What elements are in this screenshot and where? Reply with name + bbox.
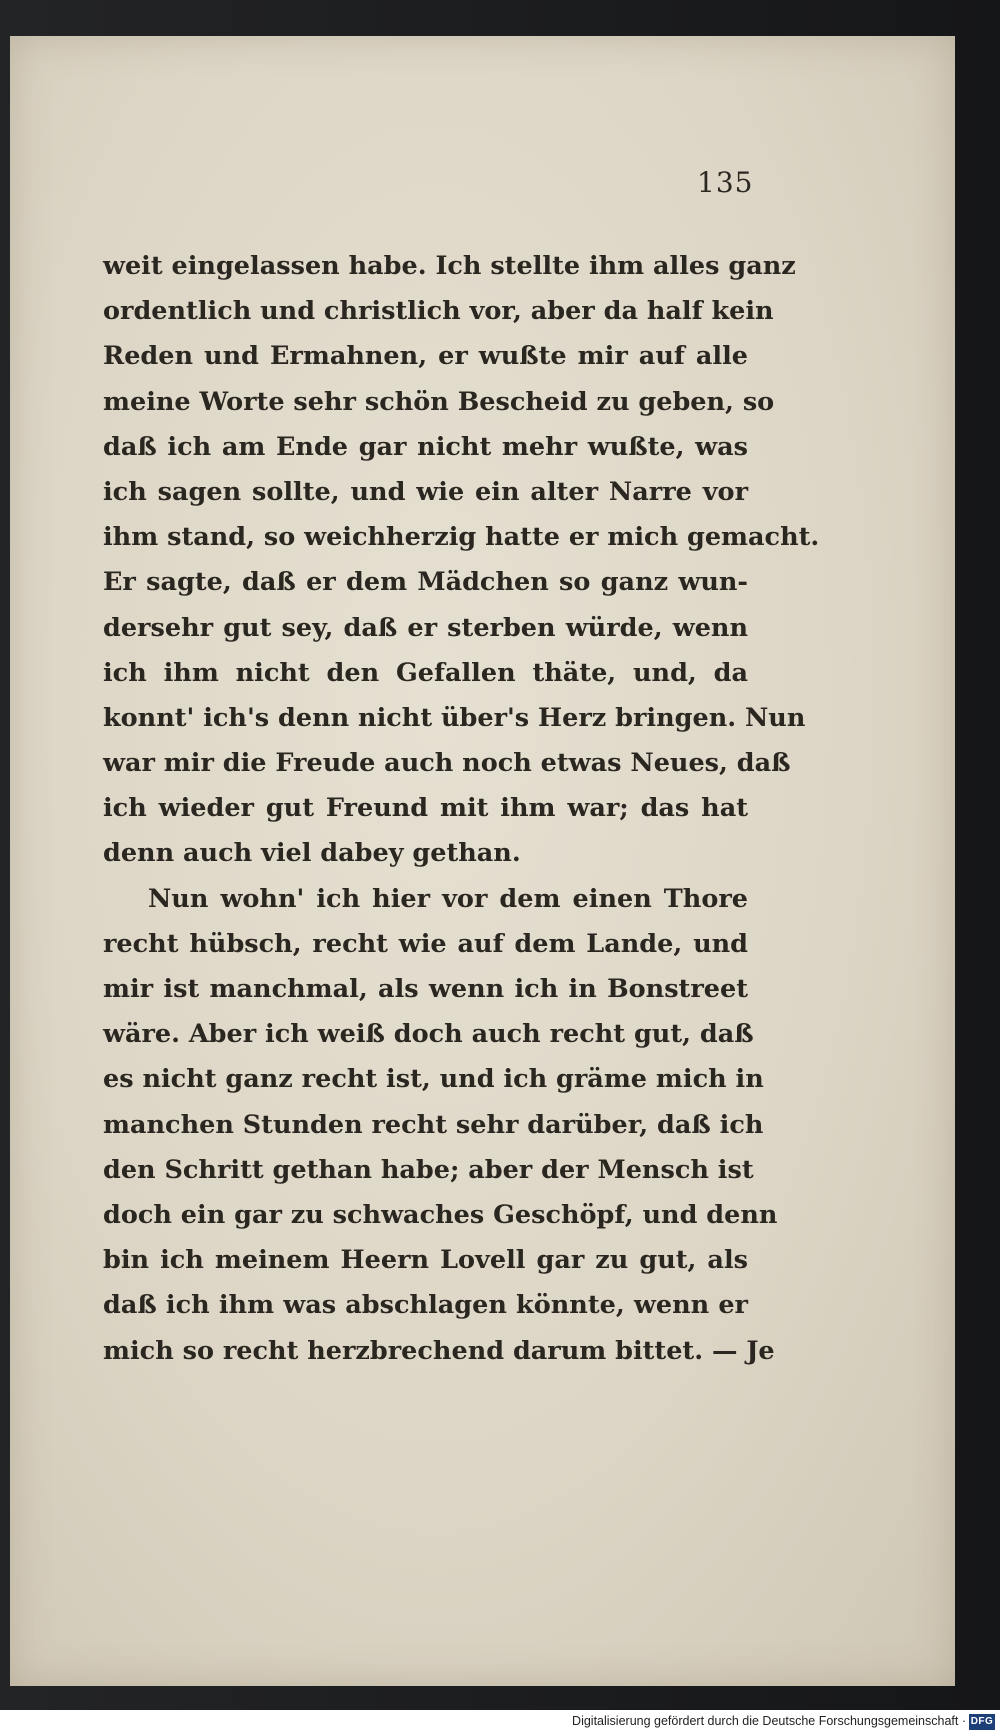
text-line: daß ich ihm was abschlagen könnte, wenn er <box>103 1290 748 1321</box>
text-line: ihm stand, so weichherzig hatte er mich gemacht. <box>103 522 820 553</box>
text-line: derseh​r gut sey, daß er sterben würde, wenn <box>103 612 748 643</box>
footer-bar <box>0 1710 1000 1735</box>
paragraph-end-line: denn auch viel dabey gethan. <box>103 838 521 869</box>
text-line: den Schritt gethan habe; aber der Mensch ist <box>103 1154 754 1185</box>
text-line: ich wieder gut Freund mit ihm war; das hat <box>103 793 748 824</box>
text-line: mir ist manchmal, als wenn ich in Bonstreet <box>103 974 748 1004</box>
text-line: wäre. Aber ich weiß doch auch recht gut, daß <box>103 1019 754 1050</box>
text-line: bin ich meinem Heern Lovell gar zu gut, als <box>103 1245 748 1276</box>
text-line: war mir die Freude auch noch etwas Neues, daß <box>103 748 791 779</box>
text-line: doch ein gar zu schwaches Geschöpf, und denn <box>103 1199 778 1230</box>
text-line: recht hübsch, recht wie auf dem Lande, und <box>103 928 748 959</box>
text-line: Reden und Ermahnen, er wußte mir auf alle <box>103 341 748 372</box>
text-line: meine Worte sehr schön Bescheid zu geben, so <box>103 386 775 417</box>
text-line: ich sagen sollte, und wie ein alter Narre vor <box>103 476 748 507</box>
page-text <box>103 244 820 1374</box>
text-line: ich ihm nicht den Gefallen thäte, und, da <box>103 657 748 688</box>
funding-credit: Digitalisierung gefördert durch die Deutsche Forschungsgemeinschaft · <box>572 1714 966 1728</box>
text-line: daß ich am Ende gar nicht mehr wußte, was <box>103 431 748 462</box>
page-number: 135 <box>697 166 754 199</box>
text-line: manchen Stunden recht sehr darüber, daß ich <box>103 1109 764 1140</box>
text-line: weit eingelassen habe. Ich stellte ihm alles ganz <box>103 251 796 281</box>
text-line: es nicht ganz recht ist, und ich gräme mich in <box>103 1064 764 1095</box>
dfg-logo: DFG <box>969 1714 995 1730</box>
paragraph-start-line: Nun wohn' ich hier vor dem einen Thore <box>148 883 748 914</box>
text-line: ordentlich und christlich vor, aber da half kein <box>103 296 774 327</box>
text-line: konnt' ich's denn nicht über's Herz bringen. Nun <box>103 702 806 733</box>
text-line: Er sagte, daß er dem Mädchen so ganz wun- <box>103 567 748 598</box>
text-line: mich so recht herzbrechend darum bittet. — Je <box>103 1335 775 1366</box>
